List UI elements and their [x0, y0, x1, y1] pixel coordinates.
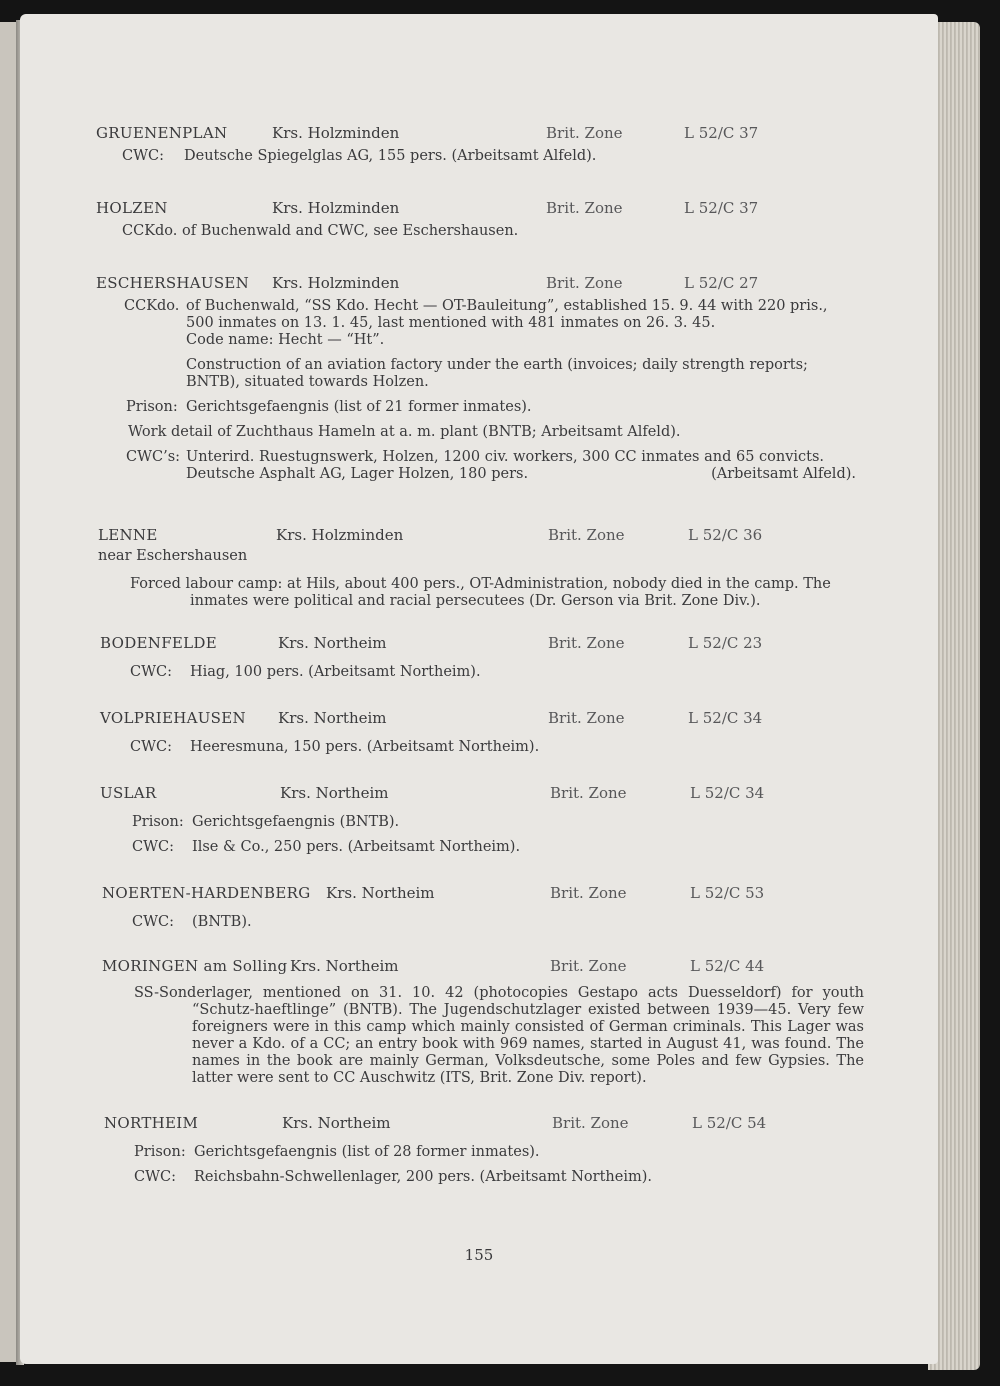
forced-labour-text: Forced labour camp: at Hils, about 400 pers., OT-Administration, nobody died in the camp. The inmates were political and racial persecutees (Dr. Gerson via Brit. Zone Div.). [130, 576, 831, 609]
map-reference: L 52/C 37 [684, 199, 759, 217]
map-reference: L 52/C 23 [688, 634, 763, 652]
entry-gruenenplan [20, 124, 938, 165]
zone: Brit. Zone [546, 274, 623, 292]
cwc-text: Reichsbahn-Schwellenlager, 200 pers. (Arbeitsamt Northeim). [194, 1169, 652, 1185]
prison-text: Gerichtsgefaengnis (list of 21 former inmates). [186, 399, 532, 415]
book-page [20, 14, 938, 1364]
cwcs-text-1: Unterird. Ruestugnswerk, Holzen, 1200 civ. workers, 300 CC inmates and 65 convicts. [186, 449, 825, 465]
zone: Brit. Zone [548, 526, 625, 544]
zone: Brit. Zone [548, 709, 625, 727]
place-name: BODENFELDE [100, 634, 217, 652]
entry-uslar [20, 784, 938, 856]
construction-text: Construction of an aviation factory under the earth (invoices; daily strength reports; BNTB), situated towards Holzen. [186, 357, 808, 390]
place-name: ESCHERSHAUSEN [96, 274, 250, 292]
map-reference: L 52/C 34 [690, 784, 765, 802]
code-name-text: Code name: Hecht — “Ht”. [186, 332, 385, 348]
place-name: NORTHEIM [104, 1114, 199, 1132]
district: Krs. Northeim [280, 784, 389, 802]
entry-noerten-hardenberg [20, 884, 938, 931]
place-name: HOLZEN [96, 199, 168, 217]
place-name: USLAR [100, 784, 157, 802]
cwc-text: Ilse & Co., 250 pers. (Arbeitsamt Northeim). [192, 839, 521, 855]
zone: Brit. Zone [546, 124, 623, 142]
prison-label: Prison: [134, 1144, 186, 1160]
map-reference: L 52/C 44 [690, 957, 765, 975]
cwc-label: CWC: [134, 1169, 176, 1185]
district: Krs. Holzminden [276, 526, 404, 544]
cwcs-line-2 [186, 466, 856, 483]
cwcs-label: CWC’s: [126, 449, 181, 465]
zone: Brit. Zone [548, 634, 625, 652]
place-name: VOLPRIEHAUSEN [100, 709, 246, 727]
place-name: GRUENENPLAN [96, 124, 228, 142]
zone: Brit. Zone [546, 199, 623, 217]
entry-lenne [20, 526, 938, 610]
cckdo-label: CCKdo. [124, 298, 180, 314]
cwc-label: CWC: [130, 664, 172, 680]
entry-eschershausen [20, 274, 938, 483]
prison-text: Gerichtsgefaengnis (BNTB). [192, 814, 400, 830]
cwc-label: CWC: [132, 914, 174, 930]
cwc-text: Heeresmuna, 150 pers. (Arbeitsamt Northeim). [190, 739, 540, 755]
entry-northeim [20, 1114, 938, 1186]
district: Krs. Holzminden [272, 274, 400, 292]
cwc-label: CWC: [130, 739, 172, 755]
cwcs-source: (Arbeitsamt Alfeld). [711, 466, 856, 482]
place-name: MORINGEN am Solling [102, 957, 288, 975]
entry-volpriehausen [20, 709, 938, 756]
zone: Brit. Zone [550, 784, 627, 802]
map-reference: L 52/C 54 [692, 1114, 767, 1132]
entry-moringen [20, 957, 938, 1087]
prison-text: Gerichtsgefaengnis (list of 28 former inmates). [194, 1144, 540, 1160]
page-number: 155 [464, 1246, 494, 1264]
district: Krs. Holzminden [272, 199, 400, 217]
zone: Brit. Zone [550, 884, 627, 902]
entry-bodenfelde [20, 634, 938, 681]
map-reference: L 52/C 53 [690, 884, 765, 902]
district: Krs. Northeim [282, 1114, 391, 1132]
zone: Brit. Zone [552, 1114, 629, 1132]
cwc-text: Deutsche Spiegelglas AG, 155 pers. (Arbeitsamt Alfeld). [184, 148, 597, 164]
district: Krs. Northeim [278, 709, 387, 727]
cwc-text: (BNTB). [192, 914, 252, 930]
map-reference: L 52/C 37 [684, 124, 759, 142]
prison-label: Prison: [126, 399, 178, 415]
facing-page-edge [0, 22, 16, 1362]
map-reference: L 52/C 34 [688, 709, 763, 727]
cwc-label: CWC: [132, 839, 174, 855]
map-reference: L 52/C 36 [688, 526, 763, 544]
cwc-label: CWC: [122, 148, 164, 164]
map-reference: L 52/C 27 [684, 274, 759, 292]
moringen-text: SS-Sonderlager, mentioned on 31. 10. 42 (photocopies Gestapo acts Duesseldorf) for youth “Schutz-haeftlinge” (BNTB). The Jugendschutzlager existed between 1939—45. Very few foreigners were in this camp which mainly consisted of German criminals. This Lager was never a Kdo. of a CC; an entry book with 969 names, started in August 41, was found. The names in the book are mainly German, Volksdeutsche, some Poles and few Gypsies. The latter were sent to CC Auschwitz (ITS, Brit. Zone Div. report). [134, 985, 864, 1086]
district: Krs. Holzminden [272, 124, 400, 142]
cckdo-text: of Buchenwald, “SS Kdo. Hecht — OT-Bauleitung”, established 15. 9. 44 with 220 pris., 500 inmates on 13. 1. 45, last mentioned with 481 inmates on 26. 3. 45. [186, 298, 828, 331]
district: Krs. Northeim [278, 634, 387, 652]
district: Krs. Northeim [290, 957, 399, 975]
prison-label: Prison: [132, 814, 184, 830]
note-text: CCKdo. of Buchenwald and CWC, see Eschershausen. [122, 223, 519, 239]
cwcs-text-2: Deutsche Asphalt AG, Lager Holzen, 180 pers. [186, 466, 529, 482]
place-name: LENNE [98, 526, 158, 544]
place-name: NOERTEN-HARDENBERG [102, 884, 311, 902]
place-subtitle: near Eschershausen [98, 548, 248, 564]
zone: Brit. Zone [550, 957, 627, 975]
cwc-text: Hiag, 100 pers. (Arbeitsamt Northeim). [190, 664, 481, 680]
district: Krs. Northeim [326, 884, 435, 902]
entry-holzen [20, 199, 938, 240]
work-detail-text: Work detail of Zuchthaus Hameln at a. m. plant (BNTB; Arbeitsamt Alfeld). [128, 424, 681, 440]
